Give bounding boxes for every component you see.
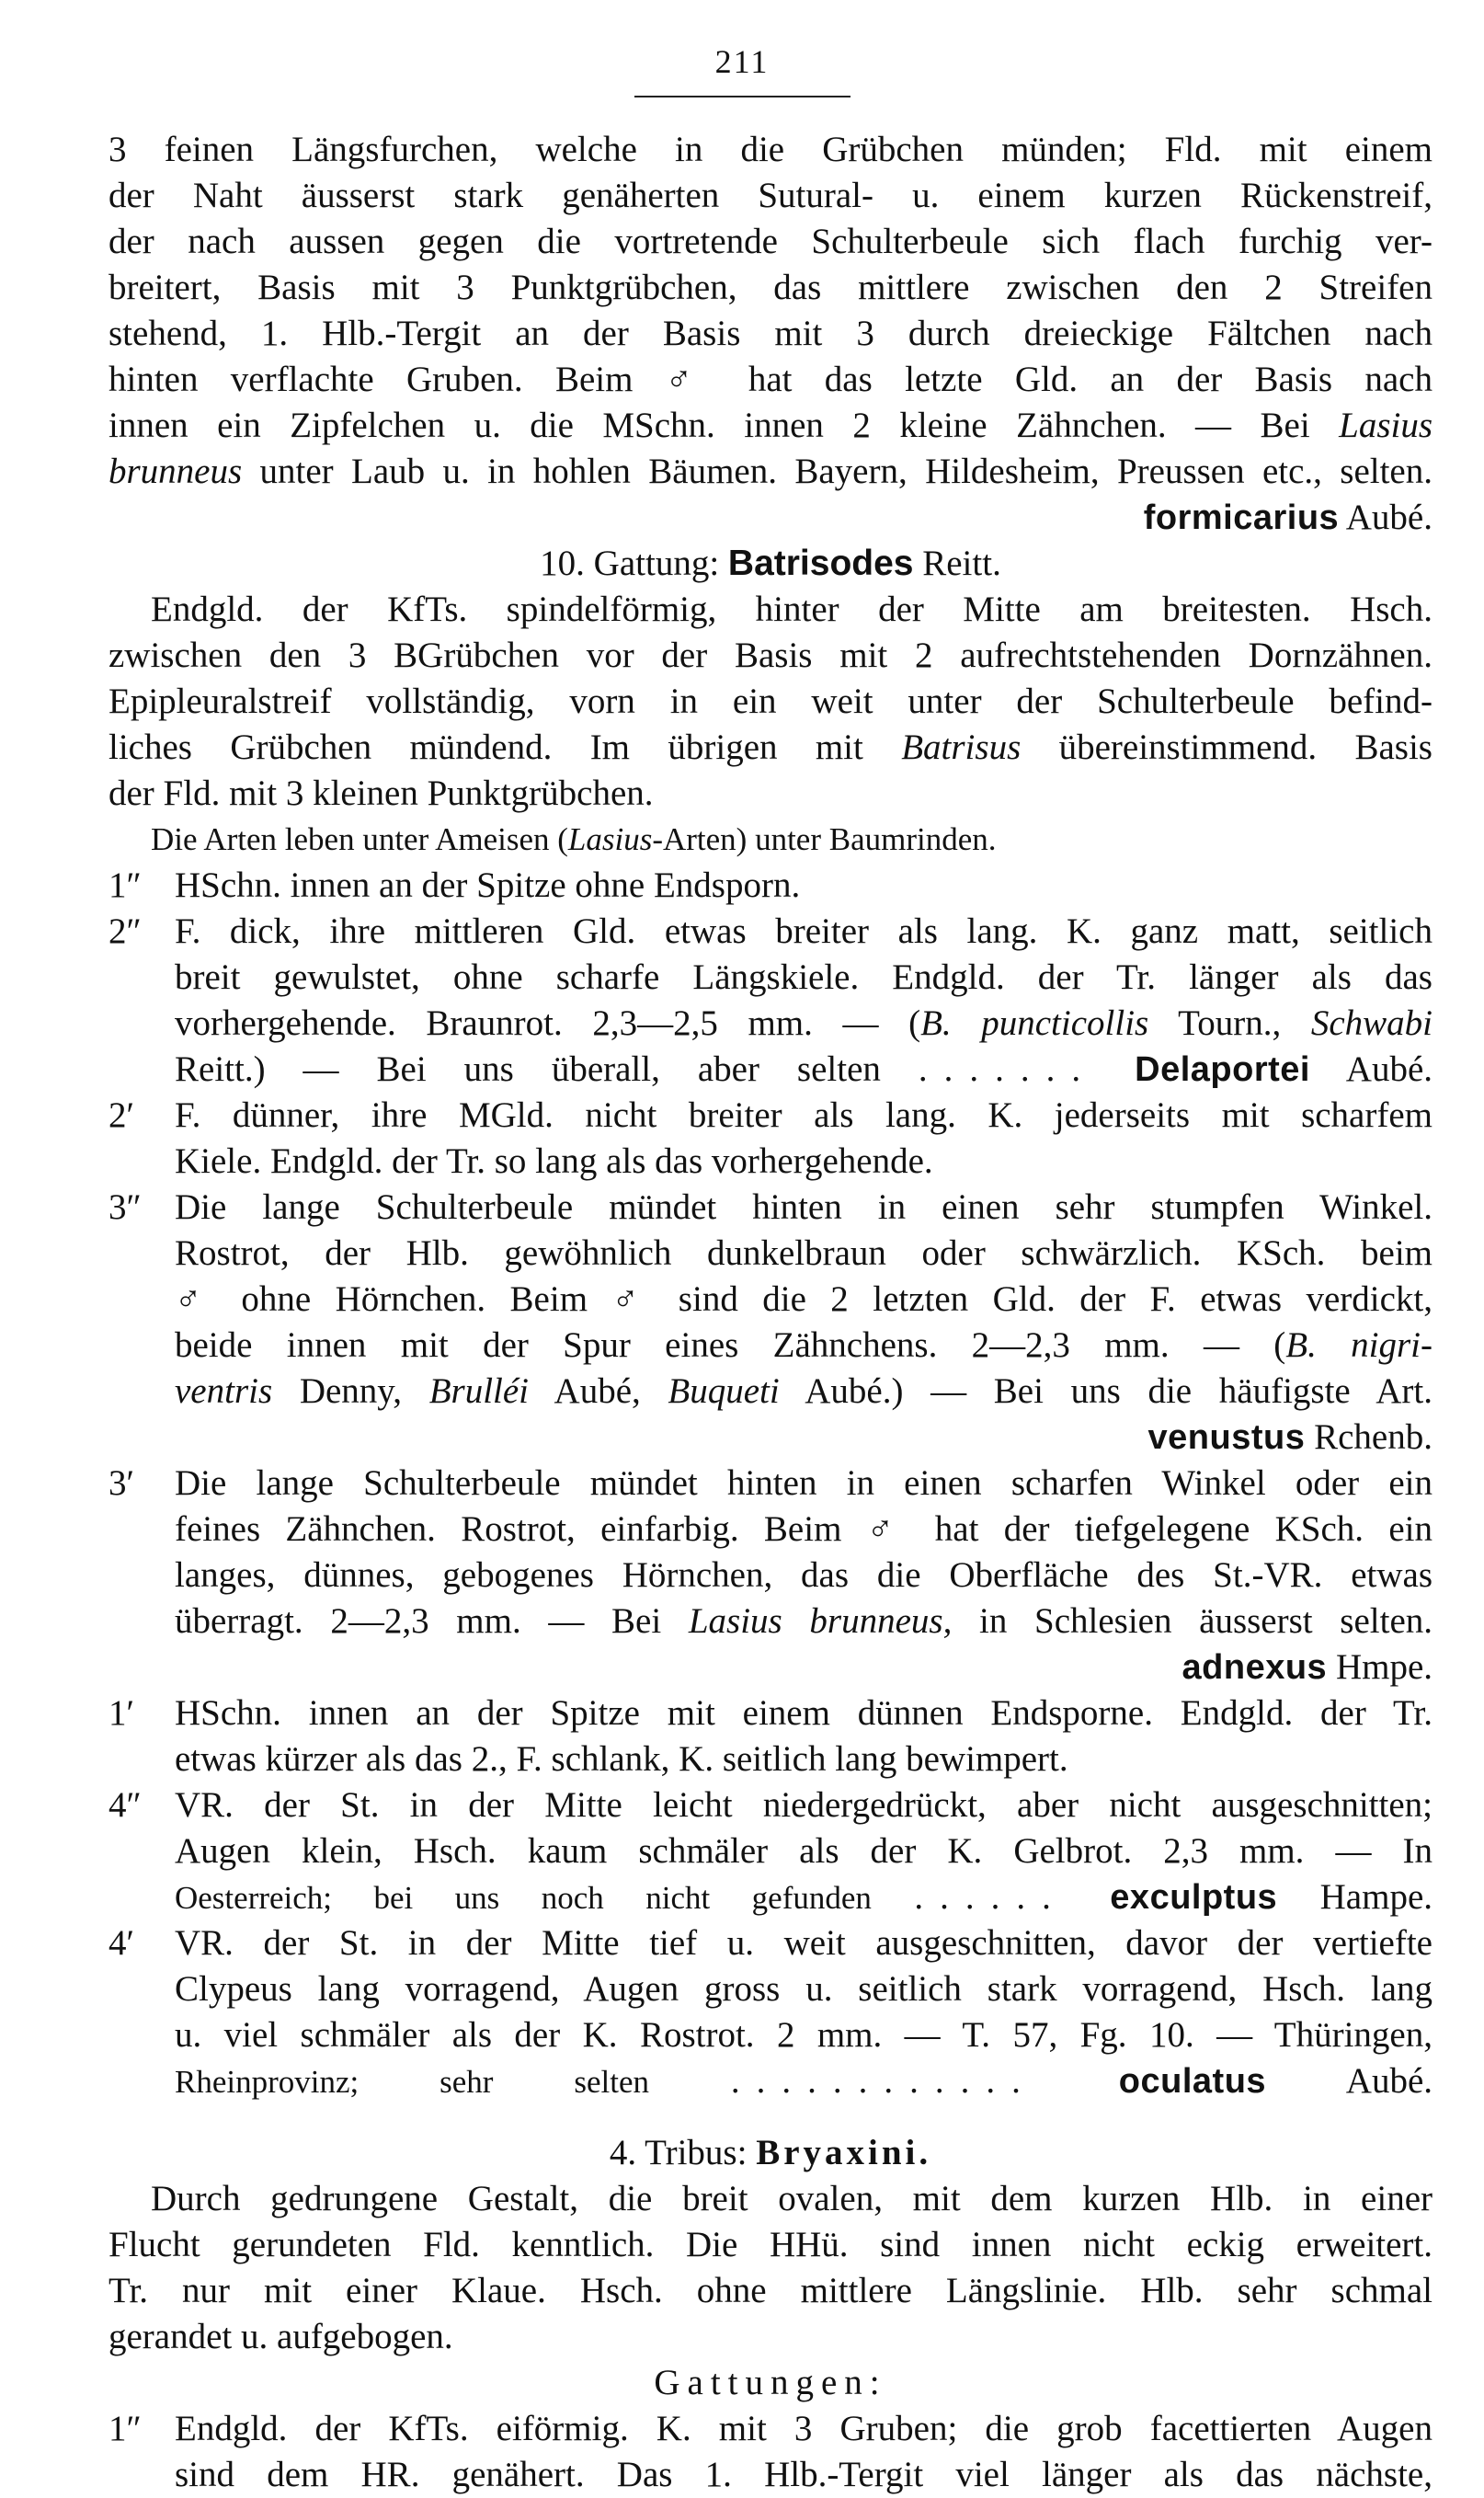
key-entry (108, 2406, 1433, 2452)
key-text: HSchn. innen an der Spitze mit einem dünnen Endsporne. Endgld. der Tr. (175, 1693, 1433, 1733)
text-line: hinten verflachte Gruben. Beim ♂ hat das letzte Gld. an der Basis nach (108, 360, 1433, 399)
genus-name: Batrisodes (727, 544, 914, 583)
key-entry (108, 1690, 1433, 1736)
key-text: F. dünner, ihre MGld. nicht breiter als lang. K. jederseits mit scharfem (175, 1095, 1433, 1135)
species-name: formicarius (1143, 498, 1340, 537)
species-author: Hmpe. (1327, 1647, 1433, 1687)
key-text: Endgld. der KfTs. eiförmig. K. mit 3 Gruben; die grob facettierten Augen (175, 2409, 1433, 2448)
key-indent (108, 1874, 175, 1920)
key-number: 1′ (108, 1693, 135, 1733)
key-entry (108, 1093, 1433, 1139)
taxon-italic: Lasius (1339, 406, 1433, 445)
key-number: 1″ (108, 2409, 142, 2448)
key-text: ♂ ohne Hörnchen. Beim ♂ sind die 2 letzten Gld. der F. etwas verdickt, (175, 1279, 1433, 1319)
key-continuation (108, 1966, 1433, 2012)
key-continuation (108, 1553, 1433, 1598)
key-text: Rostrot, der Hlb. gewöhnlich dunkelbraun oder schwärzlich. KSch. beim (175, 1233, 1433, 1273)
key-indent (108, 1231, 175, 1277)
leader-dots: ............ (730, 2061, 1037, 2101)
key-continuation (108, 1828, 1433, 1874)
species-author: Aubé. (1266, 2061, 1433, 2101)
key-continuation (108, 1323, 1433, 1369)
key-entry (108, 909, 1433, 955)
key-indent (108, 1598, 175, 1644)
key-text: u. viel schmäler als der K. Rostrot. 2 mm. — T. 57, Fg. 10. — Thüringen, (175, 2015, 1433, 2055)
key-text: F. dick, ihre mittleren Gld. etwas breiter als lang. K. ganz matt, seitlich (175, 911, 1433, 951)
text-line: Epipleuralstreif vollständig, vorn in ein weit unter der Schulterbeule befind- (108, 682, 1433, 721)
text-line: der Fld. mit 3 kleinen Punktgrübchen. (108, 773, 654, 813)
key-continuation (108, 1736, 1433, 1782)
taxon-italic: Lasius (567, 821, 653, 857)
key-continuation (108, 2058, 1433, 2104)
key-text: langes, dünnes, gebogenes Hörnchen, das die Oberfläche des St.-VR. etwas (175, 1555, 1433, 1595)
key-continuation (108, 1139, 1433, 1185)
species-name: adnexus (1181, 1648, 1328, 1687)
key-indent (108, 1966, 175, 2012)
key-indent (108, 1369, 175, 1415)
species-name: oculatus (1118, 2062, 1267, 2101)
key-indent (108, 1553, 175, 1598)
taxon-italic: brunneus (108, 452, 243, 491)
key-text: breit gewulstet, ohne scharfe Längskiele. Endgld. der Tr. länger als das (175, 957, 1433, 997)
text-line: der Naht äusserst stark genäherten Sutural- u. einem kurzen Rückenstreif, (108, 176, 1433, 215)
text-line: der nach aussen gegen die vortretende Schulterbeule sich flach furchig ver- (108, 222, 1433, 261)
key-indent (108, 1001, 175, 1047)
key-text: etwas kürzer als das 2., F. schlank, K. seitlich lang bewimpert. (175, 1739, 1068, 1779)
species-author: Aubé. (1309, 1049, 1433, 1089)
key-continuation (108, 1598, 1433, 1644)
key-entry (108, 1920, 1433, 1966)
page-number: 211 (714, 43, 770, 80)
key-continuation (108, 1369, 1433, 1415)
gattungen-heading: Gattungen: (654, 2363, 887, 2402)
key-indent (108, 2058, 175, 2104)
key-text (175, 2058, 1433, 2104)
genus-author: Reitt. (913, 544, 1001, 583)
key-continuation (108, 1507, 1433, 1553)
key-text (175, 1001, 1433, 1047)
key-indent (108, 1323, 175, 1369)
taxon-italic: Lasius brunneus, (688, 1601, 953, 1641)
page-body (108, 127, 1433, 2498)
key-indent (108, 1828, 175, 1874)
key-continuation (108, 1047, 1433, 1093)
key-text: Clypeus lang vorragend, Augen gross u. seitlich stark vorragend, Hsch. lang (175, 1969, 1433, 2009)
text-line: zwischen den 3 BGrübchen vor der Basis mit 2 aufrechtstehenden Dornzähnen. (108, 636, 1433, 675)
key-indent (108, 1139, 175, 1185)
habitat-line (108, 817, 1433, 863)
key-continuation (108, 1001, 1433, 1047)
species-author: Hampe. (1277, 1877, 1433, 1917)
key-indent (108, 1047, 175, 1093)
leader-dots: ...... (914, 1877, 1067, 1917)
key-text: Kiele. Endgld. der Tr. so lang als das vorhergehende. (175, 1141, 933, 1181)
taxon-italic: B. puncticollis (920, 1003, 1149, 1043)
text-line: Durch gedrungene Gestalt, die breit ovalen, mit dem kurzen Hlb. in einer (151, 2179, 1433, 2218)
species-line (108, 1415, 1433, 1461)
text-segment: in Schlesien äusserst selten. (952, 1601, 1433, 1641)
text-segment: Tourn., (1148, 1003, 1311, 1043)
key-indent (108, 1277, 175, 1323)
key-number: 3′ (108, 1463, 135, 1503)
genus-heading (108, 541, 1433, 587)
text-line: gerandet u. aufgebogen. (108, 2317, 453, 2356)
key-text (175, 1874, 1433, 1920)
taxon-italic: ventris (175, 1371, 273, 1411)
key-entry (108, 863, 1433, 909)
text-line (108, 403, 1433, 449)
key-number: 2″ (108, 911, 142, 951)
key-text: HSchn. innen an der Spitze ohne Endsporn. (175, 865, 801, 905)
text-segment: Aubé, (529, 1371, 668, 1411)
text-line: 3 feinen Längsfurchen, welche in die Grübchen münden; Fld. mit einem (108, 130, 1433, 169)
key-indent (108, 1736, 175, 1782)
text-segment: Denny, (272, 1371, 429, 1411)
text-line: breitert, Basis mit 3 Punktgrübchen, das mittlere zwischen den 2 Streifen (108, 268, 1433, 307)
taxon-italic: Brulléi (428, 1371, 530, 1411)
species-author: Rchenb. (1305, 1417, 1433, 1457)
text-line: Endgld. der KfTs. spindelförmig, hinter der Mitte am breitesten. Hsch. (151, 590, 1433, 629)
text-segment: beide innen mit der Spur eines Zähnchens. 2—2,3 mm. — ( (175, 1325, 1286, 1365)
text-line: Flucht gerundeten Fld. kenntlich. Die HHü. sind innen nicht eckig erweitert. (108, 2225, 1433, 2264)
text-segment: Reitt.) — Bei uns überall, aber selten (175, 1049, 881, 1089)
key-text (175, 1369, 1433, 1415)
key-text: VR. der St. in der Mitte tief u. weit ausgeschnitten, davor der vertiefte (175, 1923, 1433, 1963)
key-number: 4″ (108, 1785, 142, 1825)
key-indent (108, 2012, 175, 2058)
species-line (108, 1644, 1433, 1690)
taxon-italic: Schwabi (1310, 1003, 1433, 1043)
key-text: sind dem HR. genähert. Das 1. Hlb.-Tergit viel länger als das nächste, (175, 2455, 1433, 2494)
species-name: venustus (1147, 1418, 1306, 1457)
leader-dots: ....... (918, 1049, 1098, 1089)
key-indent (108, 2452, 175, 2498)
text-segment: -Arten) unter Baumrinden. (652, 821, 997, 857)
text-line: Tr. nur mit einer Klaue. Hsch. ohne mittlere Längslinie. Hlb. sehr schmal (108, 2271, 1433, 2310)
species-name: exculptus (1110, 1878, 1278, 1917)
key-continuation (108, 2012, 1433, 2058)
text-segment: Die Arten leben unter Ameisen ( (151, 821, 568, 857)
key-entry (108, 1782, 1433, 1828)
text-line (108, 725, 1433, 771)
text-segment: vorhergehende. Braunrot. 2,3—2,5 mm. — ( (175, 1003, 921, 1043)
key-indent (108, 1507, 175, 1553)
text-line (108, 449, 1433, 495)
text-line: stehend, 1. Hlb.-Tergit an der Basis mit 3 durch dreieckige Fältchen nach (108, 314, 1433, 353)
tribus-heading (108, 2130, 1433, 2176)
key-text: VR. der St. in der Mitte leicht niedergedrückt, aber nicht ausgeschnitten; (175, 1785, 1433, 1825)
text-segment: überragt. 2—2,3 mm. — Bei (175, 1601, 689, 1641)
key-number: 3″ (108, 1187, 142, 1227)
key-number: 4′ (108, 1923, 135, 1963)
tribus-prefix: 4. Tribus: (609, 2133, 757, 2172)
tribus-name: Bryaxini. (756, 2133, 932, 2172)
genus-prefix: 10. Gattung: (540, 544, 728, 583)
key-text (175, 1323, 1433, 1369)
taxon-italic: Batrisus (901, 728, 1022, 767)
key-text (175, 1047, 1433, 1093)
key-text: feines Zähnchen. Rostrot, einfarbig. Beim ♂ hat der tiefgelegene KSch. ein (175, 1509, 1433, 1549)
key-text: Augen klein, Hsch. kaum schmäler als der K. Gelbrot. 2,3 mm. — In (175, 1831, 1433, 1871)
text-segment: Aubé.) — Bei uns die häufigste Art. (779, 1371, 1433, 1411)
key-continuation (108, 1277, 1433, 1323)
taxon-italic: B. nigri- (1285, 1325, 1433, 1365)
text-segment: Oesterreich; bei uns noch nicht gefunden (175, 1880, 872, 1916)
text-segment: Rheinprovinz; sehr selten (175, 2064, 649, 2100)
key-text: Die lange Schulterbeule mündet hinten in einen sehr stumpfen Winkel. (175, 1187, 1433, 1227)
text-segment: innen ein Zipfelchen u. die MSchn. innen 2 kleine Zähnchen. — Bei (108, 406, 1310, 445)
species-line (108, 495, 1433, 541)
text-segment: übereinstimmend. Basis (1021, 728, 1433, 767)
key-continuation (108, 955, 1433, 1001)
key-number: 1″ (108, 865, 142, 905)
key-continuation (108, 1231, 1433, 1277)
key-entry (108, 1185, 1433, 1231)
key-text: Die lange Schulterbeule mündet hinten in einen scharfen Winkel oder ein (175, 1463, 1433, 1503)
key-text (175, 1598, 1433, 1644)
species-name: Delaportei (1135, 1050, 1310, 1089)
key-number: 2′ (108, 1095, 135, 1135)
text-segment: liches Grübchen mündend. Im übrigen mit (108, 728, 902, 767)
key-continuation (108, 1874, 1433, 1920)
key-indent (108, 955, 175, 1001)
key-continuation (108, 2452, 1433, 2498)
header-rule (634, 96, 850, 97)
text-segment: unter Laub u. in hohlen Bäumen. Bayern, Hildesheim, Preussen etc., selten. (242, 452, 1433, 491)
key-entry (108, 1461, 1433, 1507)
species-author: Aubé. (1339, 498, 1433, 537)
spacer (108, 2104, 1433, 2130)
taxon-italic: Buqueti (668, 1371, 780, 1411)
